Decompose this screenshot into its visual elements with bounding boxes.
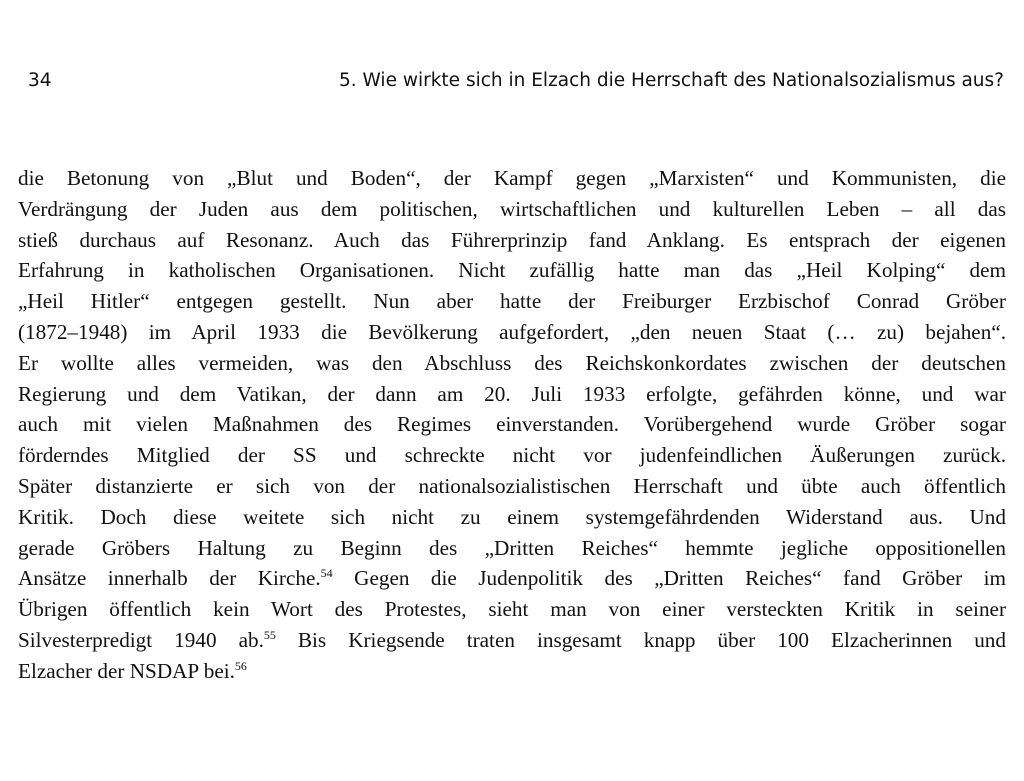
text-line: gerade Gröbers Haltung zu Beginn des „Dritten Reiches“ hemmte jegliche oppositionellen xyxy=(18,535,1006,560)
text-line xyxy=(18,563,1006,594)
text-line xyxy=(18,625,1006,656)
footnote-marker-54: 54 xyxy=(320,566,333,581)
text-line: „Heil Hitler“ entgegen gestellt. Nun aber hatte der Freiburger Erzbischof Conrad Gröber xyxy=(18,289,1006,314)
body-paragraph xyxy=(18,163,1006,687)
text-segment: Silvesterpredigt 1940 ab. xyxy=(18,627,264,652)
text-line: Regierung und dem Vatikan, der dann am 20. Juli 1933 erfolgte, gefährden könne, und war xyxy=(18,381,1006,406)
text-segment: Gegen die Judenpolitik des „Dritten Reiches“ fand Gröber im xyxy=(332,566,1007,591)
text-line: auch mit vielen Maßnahmen des Regimes einverstanden. Vorübergehend wurde Gröber sogar xyxy=(18,412,1006,437)
text-line: Erfahrung in katholischen Organisationen. Nicht zufällig hatte man das „Heil Kolping“ dem xyxy=(18,258,1006,283)
text-line: Verdrängung der Juden aus dem politischen, wirtschaftlichen und kulturellen Leben – all das xyxy=(18,196,1006,221)
text-line xyxy=(18,656,1006,687)
text-segment: Bis Kriegsende traten insgesamt knapp über 100 Elzacherinnen und xyxy=(275,627,1006,652)
text-line: Er wollte alles vermeiden, was den Abschluss des Reichskonkordates zwischen der deutschen xyxy=(18,350,1006,375)
page-number: 34 xyxy=(28,70,52,91)
text-segment: Elzacher der NSDAP bei. xyxy=(18,658,235,683)
text-line: Übrigen öffentlich kein Wort des Protestes, sieht man von einer versteckten Kritik in seiner xyxy=(18,597,1006,622)
text-line: (1872–1948) im April 1933 die Bevölkerung aufgefordert, „den neuen Staat (… zu) bejahen“. xyxy=(18,319,1006,344)
chapter-title: 5. Wie wirkte sich in Elzach die Herrschaft des Nationalsozialismus aus? xyxy=(339,70,1004,91)
footnote-marker-56: 56 xyxy=(234,658,247,673)
text-line: förderndes Mitglied der SS und schreckte nicht vor judenfeindlichen Äußerungen zurück. xyxy=(18,443,1006,468)
text-line: Später distanzierte er sich von der nationalsozialistischen Herrschaft und übte auch öffentlich xyxy=(18,473,1006,498)
text-line: Kritik. Doch diese weitete sich nicht zu einem systemgefährdenden Widerstand aus. Und xyxy=(18,504,1006,529)
text-line: die Betonung von „Blut und Boden“, der Kampf gegen „Marxisten“ und Kommunisten, die xyxy=(18,166,1006,190)
text-line: stieß durchaus auf Resonanz. Auch das Führerprinzip fand Anklang. Es entsprach der eigenen xyxy=(18,227,1006,252)
running-head xyxy=(28,66,1004,96)
text-segment: Ansätze innerhalb der Kirche. xyxy=(18,566,321,591)
footnote-marker-55: 55 xyxy=(263,627,276,642)
